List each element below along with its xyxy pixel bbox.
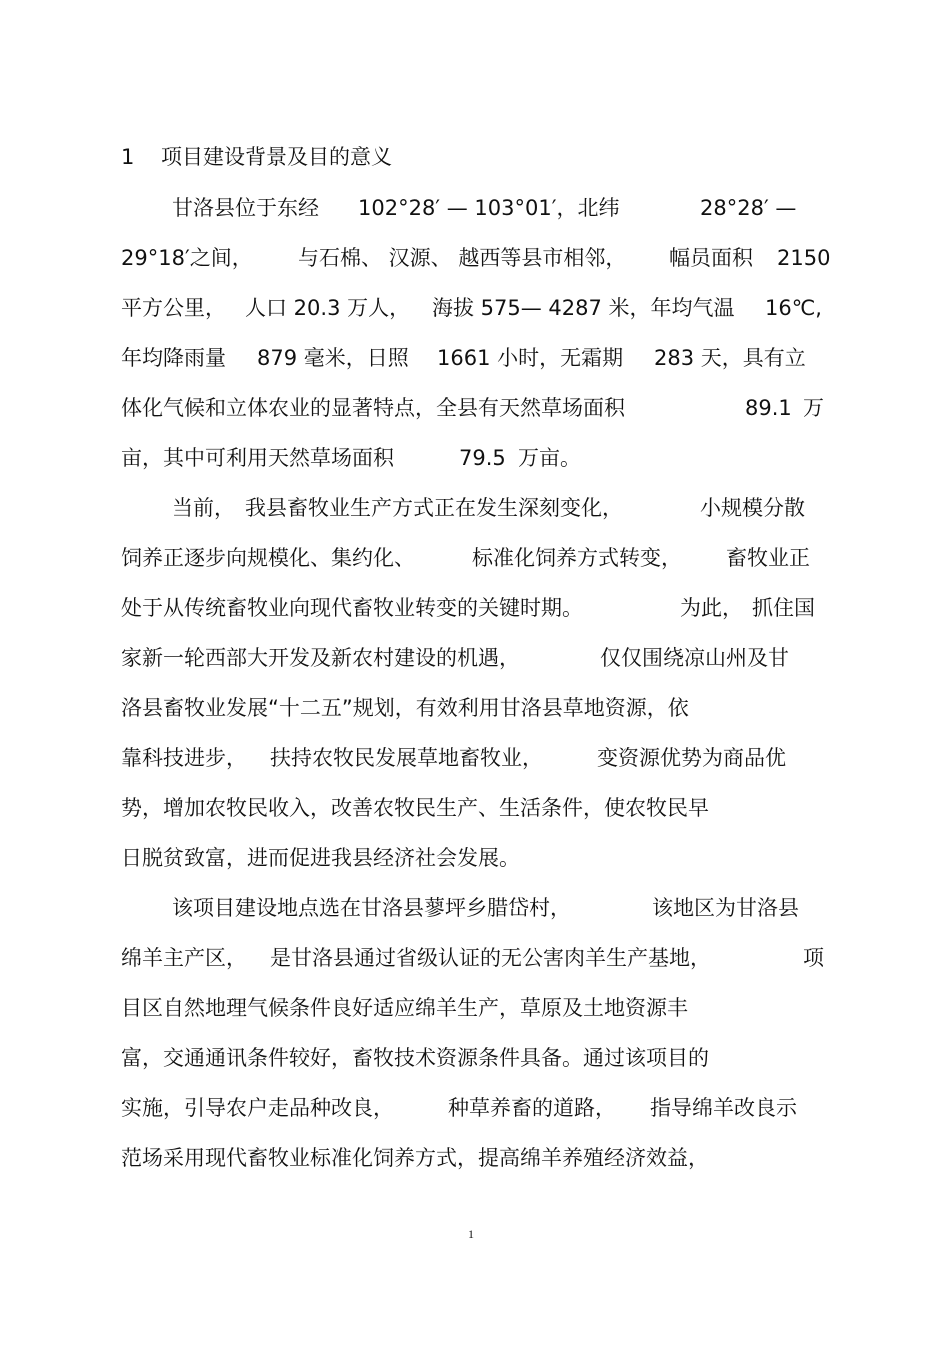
- text-run: 人口 20.3 万人，: [245, 296, 411, 320]
- text-run: 日脱贫致富，进而促进我县经济社会发展。: [121, 846, 520, 870]
- text-run: 该地区为甘洛县: [652, 896, 799, 920]
- paragraph-2-line-3: [0, 588, 950, 628]
- text-run: 万: [803, 396, 824, 420]
- text-run: 标准化饲养方式转变，: [472, 546, 682, 570]
- text-run: 甘洛县位于东经: [172, 196, 319, 220]
- text-run: 海拔 575— 4287 米，年均气温: [432, 296, 735, 320]
- text-run: 我县畜牧业生产方式正在发生深刻变化，: [245, 496, 623, 520]
- text-run: 小规模分散: [700, 496, 805, 520]
- text-run: 饲养正逐步向规模化、集约化、: [121, 546, 415, 570]
- text-run: 28°28′ —: [700, 196, 797, 220]
- text-run: 实施，引导农户走品种改良，: [121, 1096, 394, 1120]
- text-run: 年均降雨量: [121, 346, 226, 370]
- text-run: 万亩。: [518, 446, 581, 470]
- text-run: 绵羊主产区，: [121, 946, 247, 970]
- paragraph-2-line-1: [0, 488, 950, 528]
- text-run: 家新一轮西部大开发及新农村建设的机遇，: [121, 646, 520, 670]
- text-run: 亩，其中可利用天然草场面积: [121, 446, 394, 470]
- paragraph-1-line-3: [0, 288, 950, 328]
- text-run: 范场采用现代畜牧业标准化饲养方式，提高绵羊养殖经济效益，: [121, 1146, 709, 1170]
- page-number: 1: [468, 1227, 474, 1241]
- paragraph-1-line-1: [0, 188, 950, 228]
- text-run: 势，增加农牧民收入，改善农牧民生产、生活条件，使农牧民早: [121, 796, 709, 820]
- text-run: 该项目建设地点选在甘洛县蓼坪乡腊岱村，: [172, 896, 571, 920]
- text-run: 283 天，具有立: [654, 346, 806, 370]
- paragraph-3-line-5: [0, 1088, 950, 1128]
- text-run: 为此，: [680, 596, 743, 620]
- text-run: 畜牧业正: [726, 546, 810, 570]
- text-run: 102°28′ — 103°01′，北纬: [358, 196, 620, 220]
- text-run: 16℃,: [765, 296, 822, 320]
- text-run: 变资源优势为商品优: [597, 746, 786, 770]
- paragraph-1-line-6: [0, 438, 950, 478]
- paragraph-2-line-5: [0, 688, 950, 728]
- text-run: 项: [803, 946, 824, 970]
- text-run: 879 毫米，日照: [257, 346, 409, 370]
- text-run: 是甘洛县通过省级认证的无公害肉羊生产基地，: [270, 946, 711, 970]
- text-run: 幅员面积: [669, 246, 753, 270]
- paragraph-1-line-2: [0, 238, 950, 278]
- text-run: 体化气候和立体农业的显著特点，全县有天然草场面积: [121, 396, 625, 420]
- paragraph-1-line-5: [0, 388, 950, 428]
- paragraph-3-line-2: [0, 938, 950, 978]
- text-run: 平方公里，: [121, 296, 226, 320]
- text-run: 89.1: [745, 396, 792, 420]
- text-run: 仅仅围绕凉山州及甘: [600, 646, 789, 670]
- paragraph-3-line-1: [0, 888, 950, 928]
- text-run: 79.5: [459, 446, 506, 470]
- paragraph-2-line-7: [0, 788, 950, 828]
- text-run: 当前，: [172, 496, 235, 520]
- paragraph-2-line-2: [0, 538, 950, 578]
- paragraph-1-line-4: [0, 338, 950, 378]
- text-run: 指导绵羊改良示: [650, 1096, 797, 1120]
- text-run: 种草养畜的道路，: [448, 1096, 616, 1120]
- text-run: 1661 小时，无霜期: [437, 346, 624, 370]
- heading-number: 1: [121, 145, 135, 169]
- text-run: 抓住国: [752, 596, 815, 620]
- paragraph-3-line-4: [0, 1038, 950, 1078]
- text-run: 29°18′之间，: [121, 246, 253, 270]
- text-run: 洛县畜牧业发展“十二五”规划，有效利用甘洛县草地资源，依: [121, 696, 689, 720]
- paragraph-2-line-6: [0, 738, 950, 778]
- text-run: 2150: [777, 246, 831, 270]
- text-run: 富，交通通讯条件较好，畜牧技术资源条件具备。通过该项目的: [121, 1046, 709, 1070]
- paragraph-2-line-4: [0, 638, 950, 678]
- text-run: 处于从传统畜牧业向现代畜牧业转变的关键时期。: [121, 596, 583, 620]
- paragraph-3-line-6: [0, 1138, 950, 1178]
- text-run: 扶持农牧民发展草地畜牧业，: [270, 746, 543, 770]
- paragraph-2-line-8: [0, 838, 950, 878]
- text-run: 目区自然地理气候条件良好适应绵羊生产，草原及土地资源丰: [121, 996, 688, 1020]
- heading-title: 项目建设背景及目的意义: [161, 145, 392, 169]
- text-run: 与石棉、 汉源、 越西等县市相邻，: [298, 246, 627, 270]
- section-heading: [0, 137, 950, 177]
- paragraph-3-line-3: [0, 988, 950, 1028]
- text-run: 靠科技进步，: [121, 746, 247, 770]
